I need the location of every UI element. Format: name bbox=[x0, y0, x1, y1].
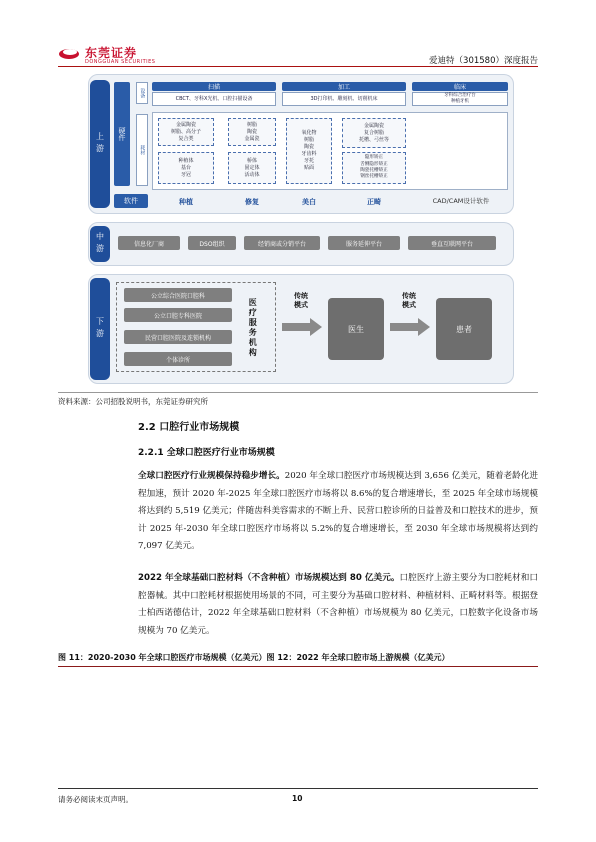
ortho-materials-1: 金属陶瓷 复合树脂 托槽、弓丝等 bbox=[342, 118, 406, 148]
page-number: 10 bbox=[292, 794, 303, 803]
ortho-materials-2: 隐形矫正 舌侧隐形矫正 陶瓷托槽矫正 钢丝托槽矫正 bbox=[342, 152, 406, 184]
consumables-label: 耗材 bbox=[136, 114, 148, 186]
subsection-heading: 2.2.1 全球口腔医疗行业市场规模 bbox=[138, 448, 275, 458]
company-logo bbox=[58, 44, 178, 68]
institution-2: 公立口腔专科医院 bbox=[124, 308, 232, 322]
midstream-item-2: DSO组织 bbox=[188, 236, 236, 250]
figure-divider bbox=[58, 666, 538, 667]
section-heading: 2.2 口腔行业市场规模 bbox=[138, 422, 240, 433]
institution-4: 个体诊所 bbox=[124, 352, 232, 366]
logo-swoosh-icon bbox=[58, 46, 80, 60]
logo-text: 东莞证券 bbox=[85, 46, 138, 60]
industry-chain-diagram bbox=[88, 74, 514, 390]
footer-divider bbox=[58, 788, 538, 789]
source-divider bbox=[58, 392, 538, 393]
institution-1: 公立综合医院口腔科 bbox=[124, 288, 232, 302]
category-restore: 修复 bbox=[245, 198, 259, 206]
paragraph-2-lead: 2022 年全球基础口腔材料（不含种植）市场规模达到 80 亿美元。 bbox=[138, 573, 400, 583]
midstream-tier-label: 中游 bbox=[90, 226, 110, 262]
category-white: 美白 bbox=[302, 198, 316, 206]
midstream-item-5: 垂直互联网平台 bbox=[408, 236, 496, 250]
software-label: 软件 bbox=[114, 194, 148, 208]
category-implant: 种植 bbox=[179, 198, 193, 206]
institution-group-label: 医疗服务机构 bbox=[248, 298, 258, 358]
midstream-item-3: 经销商或分销平台 bbox=[244, 236, 320, 250]
process-items: 3D打印机、雕刻机、切削机床 bbox=[282, 92, 406, 106]
doctor-box: 医生 bbox=[328, 298, 384, 360]
paragraph-2-body: 口腔医疗上游主要分为口腔耗材和口腔器械。其中口腔耗材根据使用场景的不同，可主要分为基础口腔材料、种植材料、正畸材料等。根据登士柏西诺德估计，2022 年全球基础口腔材料（不含种植）市场规模为 80 亿美元，口腔数字化设备市场规模为 70 亿美元。 bbox=[138, 573, 538, 636]
arrow-right-icon bbox=[282, 318, 322, 336]
paragraph-1 bbox=[138, 468, 538, 556]
restore-materials-2: 桥体 固定体 活动体 bbox=[228, 152, 276, 184]
cad-software-label: CAD/CAM设计软件 bbox=[432, 197, 490, 205]
category-ortho: 正畸 bbox=[367, 198, 381, 206]
equipment-label: 设备 bbox=[136, 82, 148, 104]
paragraph-2 bbox=[138, 570, 538, 640]
mode-label-2: 传统 模式 bbox=[402, 292, 416, 310]
institution-3: 民营口腔医院及连锁机构 bbox=[124, 330, 232, 344]
downstream-tier-label: 下游 bbox=[90, 278, 110, 380]
restore-materials-1: 树脂 陶瓷 金属瓷 bbox=[228, 118, 276, 146]
mode-label-1: 传统 模式 bbox=[294, 292, 308, 310]
header-divider bbox=[58, 66, 538, 67]
midstream-item-1: 信息化厂商 bbox=[118, 236, 180, 250]
midstream-item-4: 服务延伸平台 bbox=[328, 236, 400, 250]
source-note: 资料来源：公司招股说明书，东莞证券研究所 bbox=[58, 397, 208, 406]
implant-materials-2: 种植体 基台 牙冠 bbox=[158, 152, 214, 184]
arrow-right-icon bbox=[390, 318, 430, 336]
clinic-items: 牙科综合治疗台 种植牙机 bbox=[412, 92, 508, 106]
implant-materials-1: 金属陶瓷 树脂、高分子 复合类 bbox=[158, 118, 214, 146]
report-title: 爱迪特（301580）深度报告 bbox=[429, 56, 538, 66]
upstream-tier-label: 上游 bbox=[90, 80, 110, 208]
paragraph-1-lead: 全球口腔医疗行业规模保持稳步增长。 bbox=[138, 471, 285, 481]
process-title: 加工 bbox=[282, 82, 406, 91]
white-materials: 氧化物 树脂 陶瓷 牙齿料 牙托 贴面 bbox=[286, 118, 332, 184]
scan-title: 扫描 bbox=[152, 82, 276, 91]
hardware-label: 硬件 bbox=[114, 82, 130, 186]
paragraph-1-body: 2020 年全球口腔医疗市场规模达到 3,656 亿美元，随着老龄化进程加速，预计 2020 年-2025 年全球口腔医疗市场将以 8.6%的复合增速增长，至 2025 年全球市场规模将达到约 5,519 亿美元；伴随齿科美容需求的不断上升、民营口腔诊所的日益普及和口腔技术的进步，预计 2025 年-2030 年全球口腔医疗市场将以 5.2%的复合增速增长，至 2030 年全球市场规模将达到约 7,097 亿美元。 bbox=[138, 471, 538, 551]
patient-box: 患者 bbox=[436, 298, 492, 360]
scan-items: CBCT、牙科X光机、口腔扫描设备 bbox=[152, 92, 276, 106]
clinic-title: 临床 bbox=[412, 82, 508, 91]
logo-subtext: DONGGUAN SECURITIES bbox=[85, 59, 156, 65]
figure-captions: 图 11：2020-2030 年全球口腔医疗市场规模（亿美元）图 12：2022 年全球口腔市场上游规模（亿美元） bbox=[58, 653, 450, 662]
footer-disclaimer: 请务必阅读末页声明。 bbox=[58, 795, 133, 804]
